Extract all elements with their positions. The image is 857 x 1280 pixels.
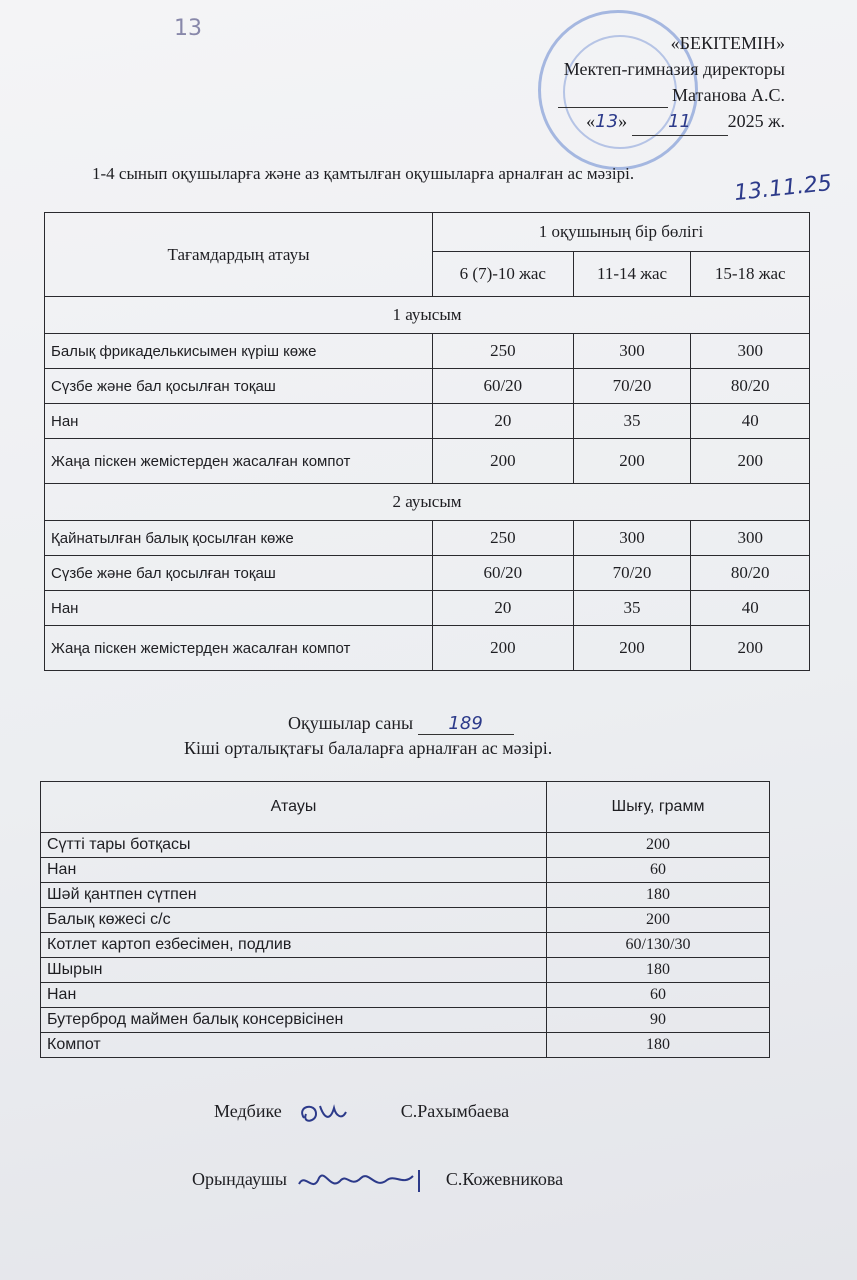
portion-value: 40 <box>691 591 810 626</box>
table-row <box>45 626 810 671</box>
menu1-title: 1-4 сынып оқушыларға және аз қамтылған оқушыларға арналған ас мәзірі. <box>92 164 635 183</box>
portion-value: 80/20 <box>691 369 810 404</box>
portion-value: 20 <box>433 591 574 626</box>
item-name: Нан <box>41 858 547 883</box>
director-position: Мектеп-гимназия директоры <box>563 59 785 79</box>
director-signature-line <box>425 82 785 108</box>
item-yield: 60 <box>547 858 770 883</box>
item-yield: 60/130/30 <box>547 933 770 958</box>
menu2-title: Кіші орталықтағы балаларға арналған ас мәзірі. <box>184 738 553 758</box>
table-row <box>41 958 770 983</box>
table-row <box>41 1008 770 1033</box>
item-name: Балық көжесі с/с <box>41 908 547 933</box>
portion-value: 250 <box>433 334 574 369</box>
portion-value: 80/20 <box>691 556 810 591</box>
executor-name: С.Кожевникова <box>445 1169 564 1190</box>
executor-label: Орындаушы <box>192 1169 287 1190</box>
portion-value: 200 <box>573 626 691 671</box>
portion-value: 200 <box>433 626 574 671</box>
table-row <box>45 369 810 404</box>
table-row <box>45 404 810 439</box>
dish-name: Сүзбе және бал қосылған тоқаш <box>45 369 433 404</box>
dish-name: Жаңа піскен жемістерден жасалған компот <box>45 439 433 484</box>
table-row <box>45 591 810 626</box>
approval-date <box>425 108 785 136</box>
portion-value: 300 <box>691 521 810 556</box>
item-name: Шырын <box>41 958 547 983</box>
table-row <box>41 858 770 883</box>
date-day: 13 <box>595 111 619 132</box>
approval-block <box>425 30 785 136</box>
portion-value: 200 <box>573 439 691 484</box>
table-row <box>41 833 770 858</box>
date-month: 11 <box>632 109 728 136</box>
col-name: Атауы <box>41 782 547 833</box>
dish-name: Нан <box>45 404 433 439</box>
portion-value: 70/20 <box>573 369 691 404</box>
portion-value: 40 <box>691 404 810 439</box>
item-yield: 180 <box>547 958 770 983</box>
dish-name: Сүзбе және бал қосылған тоқаш <box>45 556 433 591</box>
portion-value: 300 <box>691 334 810 369</box>
table-row <box>45 556 810 591</box>
menu2-table <box>40 781 770 1058</box>
item-yield: 180 <box>547 883 770 908</box>
item-name: Шәй қантпен сүтпен <box>41 883 547 908</box>
executor-signature <box>192 1164 563 1198</box>
executor-handwritten-signature <box>291 1164 441 1198</box>
item-name: Бутерброд маймен балық консервісінен <box>41 1008 547 1033</box>
shift-1-label: 1 ауысым <box>45 297 810 334</box>
item-yield: 200 <box>547 833 770 858</box>
item-yield: 180 <box>547 1033 770 1058</box>
item-name: Нан <box>41 983 547 1008</box>
item-name: Котлет картоп езбесімен, подлив <box>41 933 547 958</box>
portion-value: 300 <box>573 521 691 556</box>
table-row <box>41 883 770 908</box>
students-count <box>288 713 514 735</box>
nurse-name: С.Рахымбаева <box>400 1101 510 1122</box>
approval-heading: «БЕКІТЕМІН» <box>670 33 785 53</box>
nurse-signature <box>214 1096 509 1130</box>
menu1-table <box>44 212 810 671</box>
portion-value: 60/20 <box>433 556 574 591</box>
portion-value: 300 <box>573 334 691 369</box>
nurse-label: Медбике <box>214 1101 282 1122</box>
portion-value: 35 <box>573 404 691 439</box>
col-dish-name: Тағамдардың атауы <box>45 213 433 297</box>
nurse-handwritten-signature <box>286 1096 396 1130</box>
col-yield: Шығу, грамм <box>547 782 770 833</box>
age-group-2: 11-14 жас <box>573 252 691 297</box>
signature-underline <box>558 89 668 108</box>
dish-name: Жаңа піскен жемістерден жасалған компот <box>45 626 433 671</box>
director-name: Матанова А.С. <box>672 85 785 105</box>
students-count-value: 189 <box>418 713 514 735</box>
portion-value: 250 <box>433 521 574 556</box>
portion-value: 35 <box>573 591 691 626</box>
portion-value: 200 <box>691 626 810 671</box>
table-row <box>41 983 770 1008</box>
portion-value: 60/20 <box>433 369 574 404</box>
students-count-label: Оқушылар саны <box>288 713 414 733</box>
dish-name: Балық фрикаделькисымен күріш көже <box>45 334 433 369</box>
portion-value: 20 <box>433 404 574 439</box>
portion-value: 200 <box>691 439 810 484</box>
portion-value: 70/20 <box>573 556 691 591</box>
age-group-1: 6 (7)-10 жас <box>433 252 574 297</box>
date-quote-close: » <box>618 111 628 131</box>
portion-value: 200 <box>433 439 574 484</box>
table-row <box>45 439 810 484</box>
item-yield: 200 <box>547 908 770 933</box>
date-year: 2025 ж. <box>727 111 785 131</box>
item-name: Компот <box>41 1033 547 1058</box>
handwritten-date: 13.11.25 <box>732 170 834 207</box>
table-row <box>41 908 770 933</box>
table-row <box>45 521 810 556</box>
dish-name: Нан <box>45 591 433 626</box>
table-row <box>41 1033 770 1058</box>
dish-name: Қайнатылған балық қосылған көже <box>45 521 433 556</box>
item-name: Сүтті тары ботқасы <box>41 833 547 858</box>
item-yield: 60 <box>547 983 770 1008</box>
col-portion: 1 оқушының бір бөлігі <box>433 213 810 252</box>
page-number: 13 <box>174 16 202 41</box>
table-row <box>45 334 810 369</box>
date-quote-open: « <box>586 111 596 131</box>
shift-2-label: 2 ауысым <box>45 484 810 521</box>
item-yield: 90 <box>547 1008 770 1033</box>
age-group-3: 15-18 жас <box>691 252 810 297</box>
table-row <box>41 933 770 958</box>
